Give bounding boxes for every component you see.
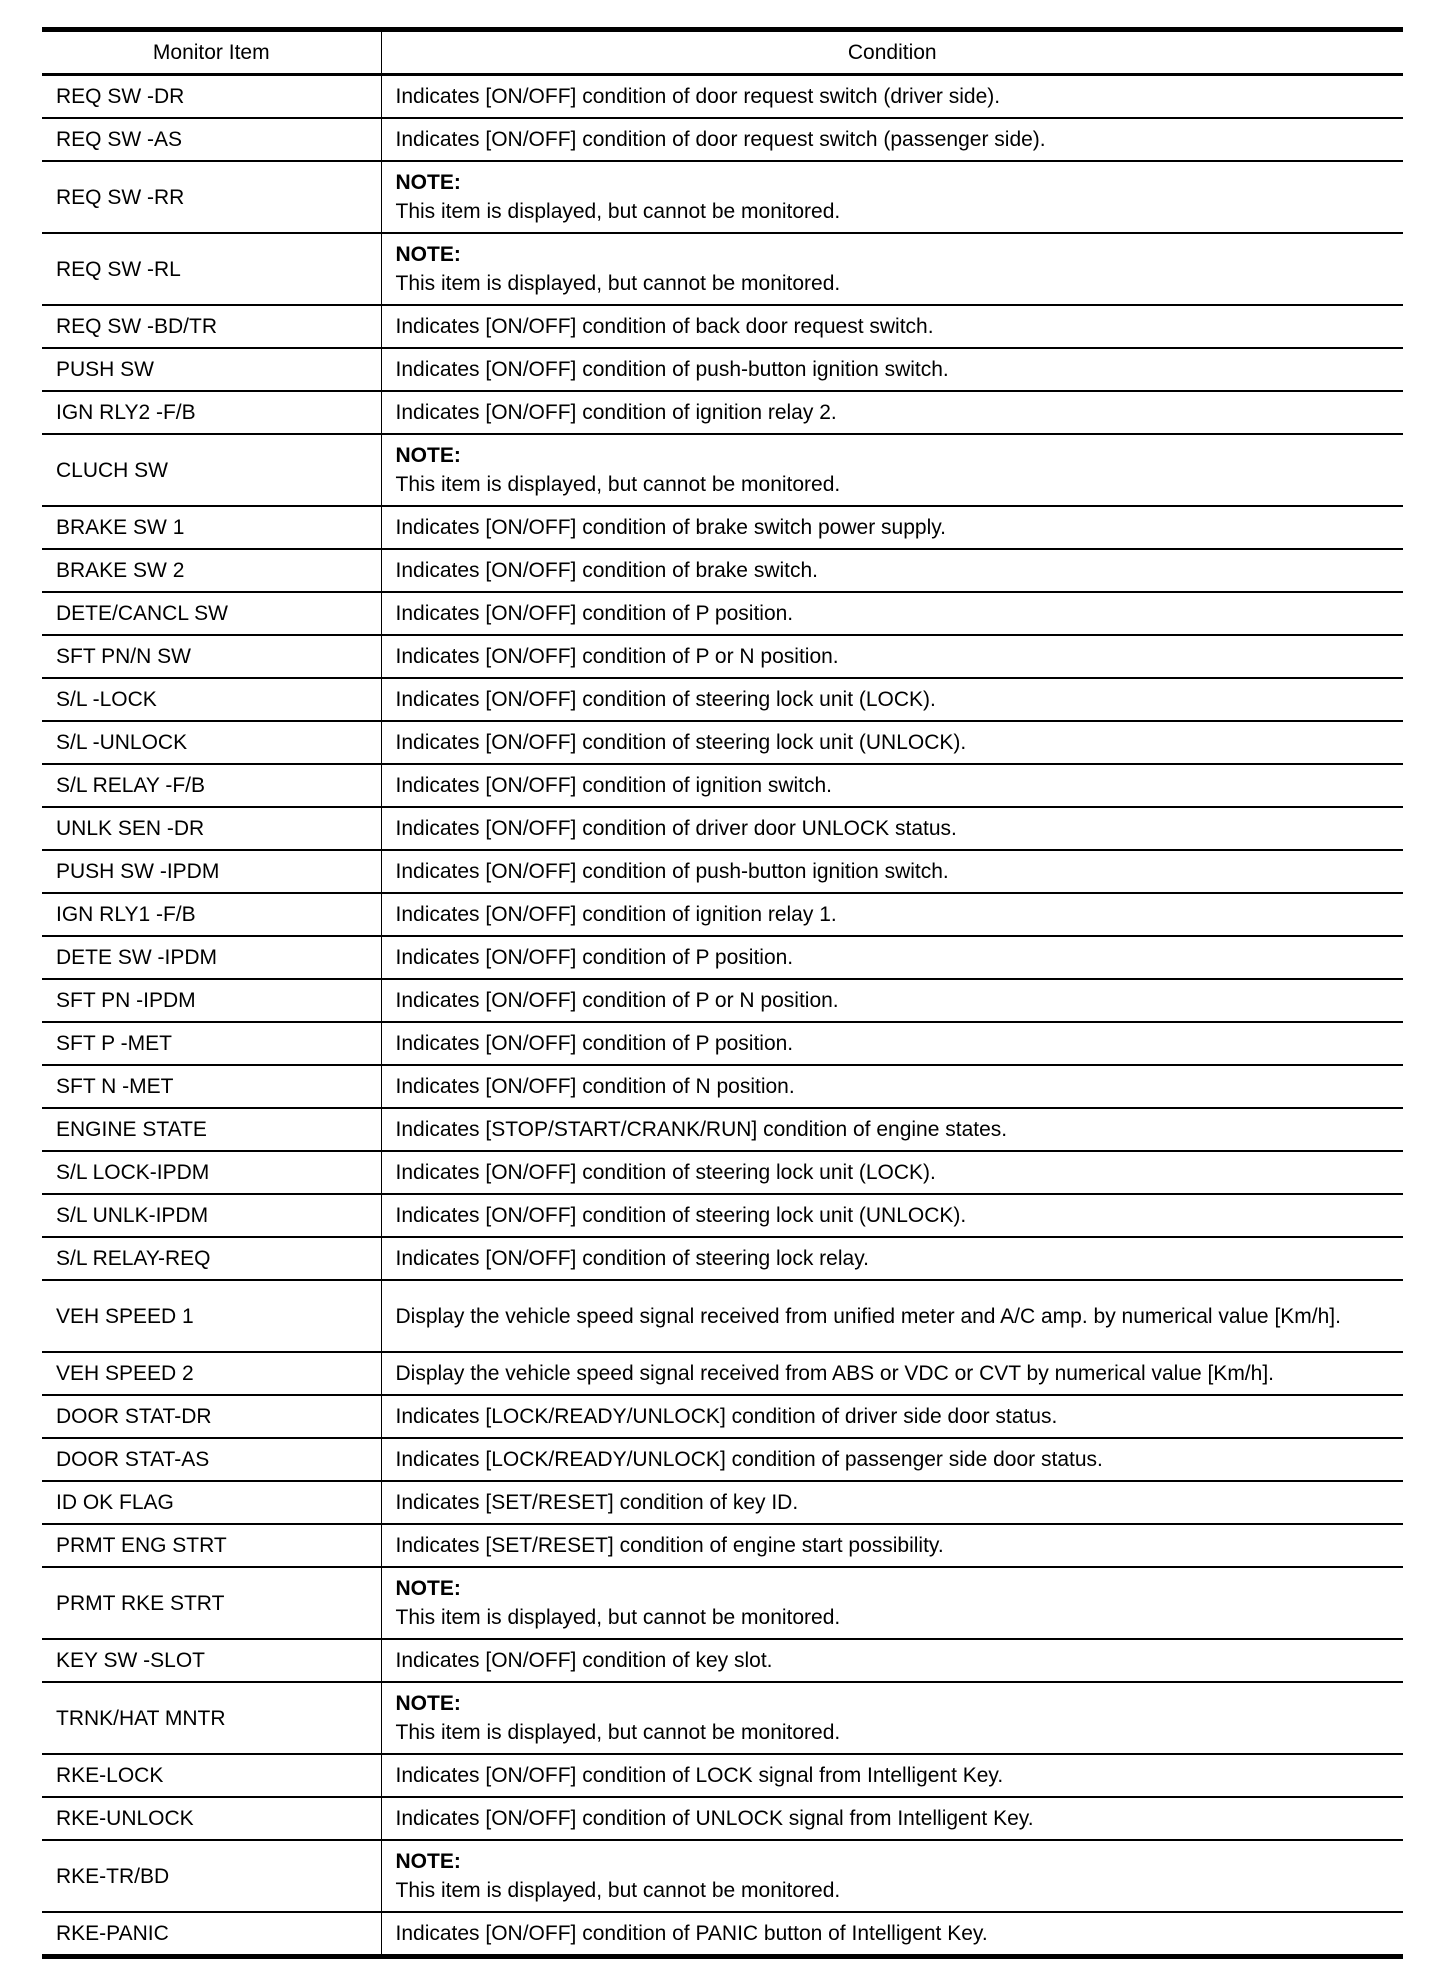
monitor-item-cell: KEY SW -SLOT: [42, 1639, 381, 1682]
note-text: This item is displayed, but cannot be monitored.: [395, 1721, 841, 1744]
monitor-item-cell: S/L -LOCK: [42, 678, 381, 721]
condition-cell: [381, 1840, 1403, 1912]
table-row: [42, 1682, 1403, 1754]
monitor-item-cell: DOOR STAT-AS: [42, 1438, 381, 1481]
condition-cell: Indicates [LOCK/READY/UNLOCK] condition of driver side door status.: [381, 1395, 1403, 1438]
note-text: This item is displayed, but cannot be monitored.: [395, 473, 841, 496]
table-row: [42, 893, 1403, 936]
table-row: [42, 807, 1403, 850]
condition-cell: Indicates [STOP/START/CRANK/RUN] condition of engine states.: [381, 1108, 1403, 1151]
table-row: [42, 233, 1403, 305]
condition-cell: Display the vehicle speed signal received from ABS or VDC or CVT by numerical value [Km/h].: [381, 1352, 1403, 1395]
monitor-item-cell: BRAKE SW 1: [42, 506, 381, 549]
table-row: [42, 161, 1403, 233]
monitor-item-cell: PUSH SW: [42, 348, 381, 391]
condition-cell: Indicates [ON/OFF] condition of key slot.: [381, 1639, 1403, 1682]
monitor-item-cell: S/L -UNLOCK: [42, 721, 381, 764]
monitor-item-cell: SFT PN -IPDM: [42, 979, 381, 1022]
table-row: [42, 721, 1403, 764]
monitor-item-cell: VEH SPEED 1: [42, 1280, 381, 1352]
monitor-item-cell: PUSH SW -IPDM: [42, 850, 381, 893]
monitor-item-cell: S/L RELAY-REQ: [42, 1237, 381, 1280]
condition-cell: [381, 434, 1403, 506]
table-row: [42, 305, 1403, 348]
monitor-item-cell: DETE/CANCL SW: [42, 592, 381, 635]
table-row: [42, 118, 1403, 161]
monitor-item-cell: SFT P -MET: [42, 1022, 381, 1065]
monitor-item-cell: ID OK FLAG: [42, 1481, 381, 1524]
note-text: This item is displayed, but cannot be monitored.: [395, 200, 841, 223]
table-row: [42, 678, 1403, 721]
condition-cell: Indicates [ON/OFF] condition of ignition relay 2.: [381, 391, 1403, 434]
condition-cell: Indicates [ON/OFF] condition of back door request switch.: [381, 305, 1403, 348]
monitor-item-cell: REQ SW -DR: [42, 75, 381, 119]
monitor-item-cell: REQ SW -AS: [42, 118, 381, 161]
condition-cell: Indicates [ON/OFF] condition of steering lock unit (LOCK).: [381, 1151, 1403, 1194]
table-row: [42, 1280, 1403, 1352]
monitor-item-cell: ENGINE STATE: [42, 1108, 381, 1151]
table-row: [42, 1481, 1403, 1524]
monitor-item-cell: RKE-UNLOCK: [42, 1797, 381, 1840]
table-row: [42, 1065, 1403, 1108]
monitor-item-cell: REQ SW -RR: [42, 161, 381, 233]
monitor-item-cell: PRMT RKE STRT: [42, 1567, 381, 1639]
monitor-item-cell: IGN RLY1 -F/B: [42, 893, 381, 936]
monitor-item-cell: DETE SW -IPDM: [42, 936, 381, 979]
condition-cell: Indicates [ON/OFF] condition of ignition relay 1.: [381, 893, 1403, 936]
monitor-item-cell: CLUCH SW: [42, 434, 381, 506]
condition-cell: Indicates [LOCK/READY/UNLOCK] condition of passenger side door status.: [381, 1438, 1403, 1481]
condition-cell: Indicates [SET/RESET] condition of key ID.: [381, 1481, 1403, 1524]
condition-cell: [381, 233, 1403, 305]
monitor-item-cell: VEH SPEED 2: [42, 1352, 381, 1395]
note-label: NOTE:: [395, 444, 461, 467]
table-row: [42, 1639, 1403, 1682]
table-row: [42, 764, 1403, 807]
note-label: NOTE:: [395, 1577, 461, 1600]
table-row: [42, 979, 1403, 1022]
condition-cell: Indicates [ON/OFF] condition of UNLOCK signal from Intelligent Key.: [381, 1797, 1403, 1840]
table-row: [42, 1567, 1403, 1639]
monitor-item-cell: BRAKE SW 2: [42, 549, 381, 592]
table-row: [42, 1840, 1403, 1912]
monitor-item-cell: TRNK/HAT MNTR: [42, 1682, 381, 1754]
condition-cell: Indicates [ON/OFF] condition of driver door UNLOCK status.: [381, 807, 1403, 850]
table-row: [42, 549, 1403, 592]
table-row: [42, 1524, 1403, 1567]
table-row: [42, 1194, 1403, 1237]
monitor-item-cell: RKE-PANIC: [42, 1912, 381, 1957]
condition-cell: Indicates [ON/OFF] condition of P or N position.: [381, 979, 1403, 1022]
table-row: [42, 506, 1403, 549]
table-row: [42, 348, 1403, 391]
condition-cell: Indicates [ON/OFF] condition of steering lock relay.: [381, 1237, 1403, 1280]
condition-cell: Indicates [ON/OFF] condition of push-button ignition switch.: [381, 850, 1403, 893]
condition-cell: Indicates [ON/OFF] condition of P position.: [381, 936, 1403, 979]
condition-cell: Indicates [ON/OFF] condition of P or N position.: [381, 635, 1403, 678]
monitor-item-cell: DOOR STAT-DR: [42, 1395, 381, 1438]
table-row: [42, 1352, 1403, 1395]
table-row: [42, 1754, 1403, 1797]
table-row: [42, 1438, 1403, 1481]
monitor-item-cell: IGN RLY2 -F/B: [42, 391, 381, 434]
table-row: [42, 1151, 1403, 1194]
monitor-item-cell: REQ SW -BD/TR: [42, 305, 381, 348]
condition-cell: Indicates [ON/OFF] condition of door request switch (driver side).: [381, 75, 1403, 119]
condition-cell: Indicates [ON/OFF] condition of P position.: [381, 592, 1403, 635]
condition-cell: [381, 1682, 1403, 1754]
condition-cell: Indicates [ON/OFF] condition of steering lock unit (UNLOCK).: [381, 1194, 1403, 1237]
monitor-item-cell: S/L LOCK-IPDM: [42, 1151, 381, 1194]
note-text: This item is displayed, but cannot be monitored.: [395, 272, 841, 295]
condition-cell: Indicates [ON/OFF] condition of PANIC button of Intelligent Key.: [381, 1912, 1403, 1957]
header-condition: Condition: [381, 30, 1403, 75]
table-row: [42, 1237, 1403, 1280]
monitor-item-table: [42, 27, 1403, 1959]
table-row: [42, 434, 1403, 506]
condition-cell: Indicates [ON/OFF] condition of P position.: [381, 1022, 1403, 1065]
table-row: [42, 850, 1403, 893]
table-row: [42, 1395, 1403, 1438]
monitor-item-cell: SFT N -MET: [42, 1065, 381, 1108]
monitor-item-cell: REQ SW -RL: [42, 233, 381, 305]
monitor-item-cell: S/L UNLK-IPDM: [42, 1194, 381, 1237]
note-label: NOTE:: [395, 243, 461, 266]
note-text: This item is displayed, but cannot be monitored.: [395, 1879, 841, 1902]
condition-cell: Indicates [ON/OFF] condition of LOCK signal from Intelligent Key.: [381, 1754, 1403, 1797]
monitor-item-cell: S/L RELAY -F/B: [42, 764, 381, 807]
monitor-item-cell: PRMT ENG STRT: [42, 1524, 381, 1567]
table-row: [42, 75, 1403, 119]
note-label: NOTE:: [395, 1692, 461, 1715]
condition-cell: Indicates [ON/OFF] condition of steering lock unit (LOCK).: [381, 678, 1403, 721]
condition-cell: Indicates [ON/OFF] condition of push-button ignition switch.: [381, 348, 1403, 391]
condition-cell: [381, 161, 1403, 233]
monitor-item-cell: RKE-LOCK: [42, 1754, 381, 1797]
header-monitor-item: Monitor Item: [42, 30, 381, 75]
condition-cell: Indicates [ON/OFF] condition of steering lock unit (UNLOCK).: [381, 721, 1403, 764]
table-row: [42, 391, 1403, 434]
condition-cell: Indicates [SET/RESET] condition of engine start possibility.: [381, 1524, 1403, 1567]
table-row: [42, 1108, 1403, 1151]
table-row: [42, 936, 1403, 979]
condition-cell: Display the vehicle speed signal received from unified meter and A/C amp. by numerical value [Km/h].: [381, 1280, 1403, 1352]
condition-cell: Indicates [ON/OFF] condition of brake switch.: [381, 549, 1403, 592]
monitor-item-cell: SFT PN/N SW: [42, 635, 381, 678]
note-text: This item is displayed, but cannot be monitored.: [395, 1606, 841, 1629]
table-body: [42, 75, 1403, 1957]
table-row: [42, 1797, 1403, 1840]
note-label: NOTE:: [395, 171, 461, 194]
table-header-row: [42, 30, 1403, 75]
table-row: [42, 1912, 1403, 1957]
condition-cell: Indicates [ON/OFF] condition of ignition switch.: [381, 764, 1403, 807]
table-row: [42, 592, 1403, 635]
condition-cell: Indicates [ON/OFF] condition of N position.: [381, 1065, 1403, 1108]
monitor-item-cell: RKE-TR/BD: [42, 1840, 381, 1912]
condition-cell: Indicates [ON/OFF] condition of door request switch (passenger side).: [381, 118, 1403, 161]
condition-cell: [381, 1567, 1403, 1639]
monitor-item-cell: UNLK SEN -DR: [42, 807, 381, 850]
table-row: [42, 635, 1403, 678]
condition-cell: Indicates [ON/OFF] condition of brake switch power supply.: [381, 506, 1403, 549]
table-row: [42, 1022, 1403, 1065]
note-label: NOTE:: [395, 1850, 461, 1873]
